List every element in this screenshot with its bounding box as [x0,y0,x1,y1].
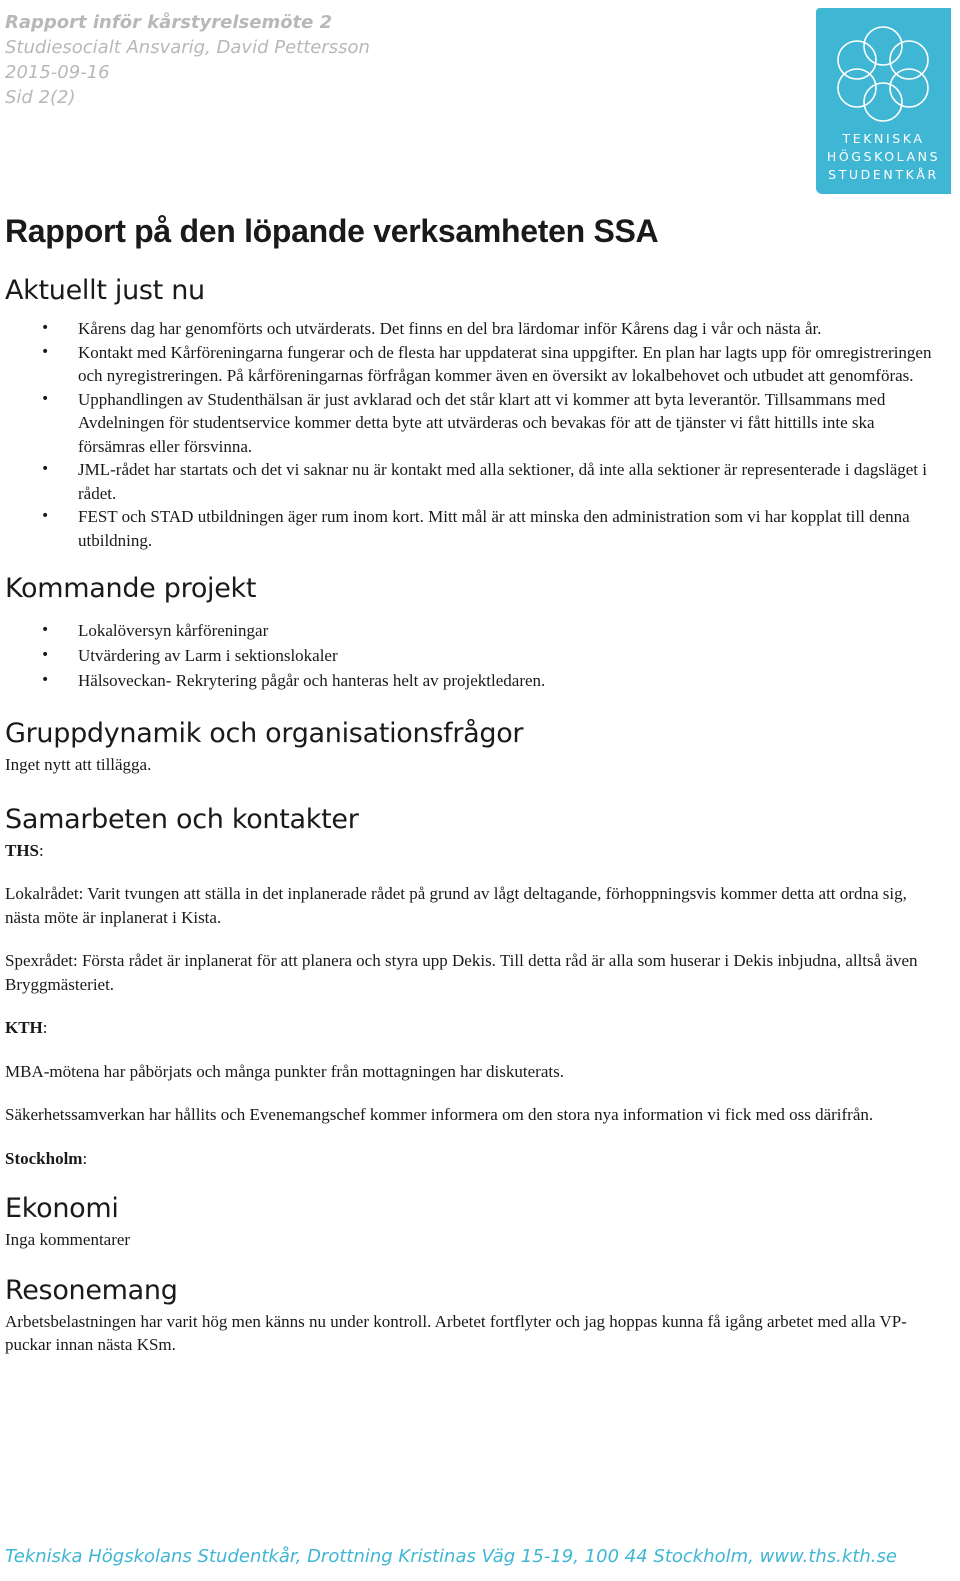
list-item: • Utvärdering av Larm i sektionslokaler [5,643,945,668]
label-ths: THS: [5,840,44,860]
list-item: • Hälsoveckan- Rekrytering pågår och hanteras helt av projektledaren. [5,668,945,693]
text-resonemang: Arbetsbelastningen har varit hög men känns nu under kontroll. Arbetet fortflyter och jag hoppas kunna få igång arbetet med alla VP-puckar innan nästa KSm. [5,1311,907,1354]
text-gruppdynamik: Inget nytt att tillägga. [5,755,152,774]
text-spexradet: Spexrådet: Första rådet är inplanerat för att planera och styra upp Dekis. Till detta råd är alla som huserar i Dekis inbjudna, alltså även Bryggmästeriet. [5,951,918,994]
header-page-number: Sid 2(2) [5,87,76,108]
heading-resonemang: Resonemang [5,1274,178,1306]
list-item: • FEST och STAD utbildningen äger rum inom kort. Mitt mål är att minska den administration som vi har kopplat till denna utbildning. [5,505,945,552]
heading-kommande: Kommande projekt [5,573,257,604]
page-title: Rapport på den löpande verksamheten SSA [5,213,659,249]
logo-text: TEKNISKA HÖGSKOLANS STUDENTKÅR [826,131,941,182]
label-kth: KTH: [5,1018,48,1037]
heading-aktuellt: Aktuellt just nu [5,275,205,306]
label-stockholm: Stockholm: [5,1148,88,1168]
text-ekonomi: Inga kommentarer [5,1230,131,1249]
text-sakerhet: Säkerhetssamverkan har hållits och Evenemangschef kommer informera om den stora nya information vi fick med oss därifrån. [5,1105,874,1124]
document-body [5,210,945,1357]
heading-gruppdynamik: Gruppdynamik och organisationsfrågor [5,718,524,749]
header-author: Studiesocialt Ansvarig, David Pettersson [5,37,370,58]
text-lokalradet: Lokalrådet: Varit tvungen att ställa in det inplanerade rådet på grund av lågt deltagande, förhoppningsvis kommer detta att ordna sig, nästa möte är inplanerat i Kista. [5,884,907,927]
header-report-title: Rapport inför kårstyrelsemöte 2 [5,12,333,33]
list-item: • Kontakt med Kårföreningarna fungerar och de flesta har uppdaterat sina uppgifter. En plan har lagts upp för omregistreringen och nyregistreringen. På kårföreningarnas förfrågan kommer även en översikt av lokalbehovet och utbudet att genomföras. [5,341,945,388]
list-item: • JML-rådet har startats och det vi saknar nu är kontakt med alla sektioner, då inte alla sektioner är representerade i dagsläget i rådet. [5,458,945,505]
heading-ekonomi: Ekonomi [5,1193,119,1224]
list-item: • Lokalöversyn kårföreningar [5,618,945,643]
list-item: • Kårens dag har genomförts och utvärderats. Det finns en del bra lärdomar inför Kårens dag i vår och nästa år. [5,317,945,341]
list-aktuellt [5,317,945,552]
header-date: 2015-09-16 [5,62,110,83]
heading-samarbeten: Samarbeten och kontakter [5,803,359,835]
ths-logo [816,8,951,194]
rings-icon [826,22,941,130]
footer-address: Tekniska Högskolans Studentkår, Drottning Kristinas Väg 15-19, 100 44 Stockholm, www.ths.kth.se [5,1546,897,1567]
text-mba: MBA-mötena har påbörjats och många punkter från mottagningen har diskuterats. [5,1061,564,1081]
header-meta [5,10,370,110]
list-item: • Upphandlingen av Studenthälsan är just avklarad och det står klart att vi kommer att byta leverantör. Tillsammans med Avdelningen för studentservice kommer detta byte att utvärderas och bevakas för att de tjänster vi fått hittills inte ska försämras eller försvinna. [5,388,945,459]
list-kommande [5,618,945,693]
